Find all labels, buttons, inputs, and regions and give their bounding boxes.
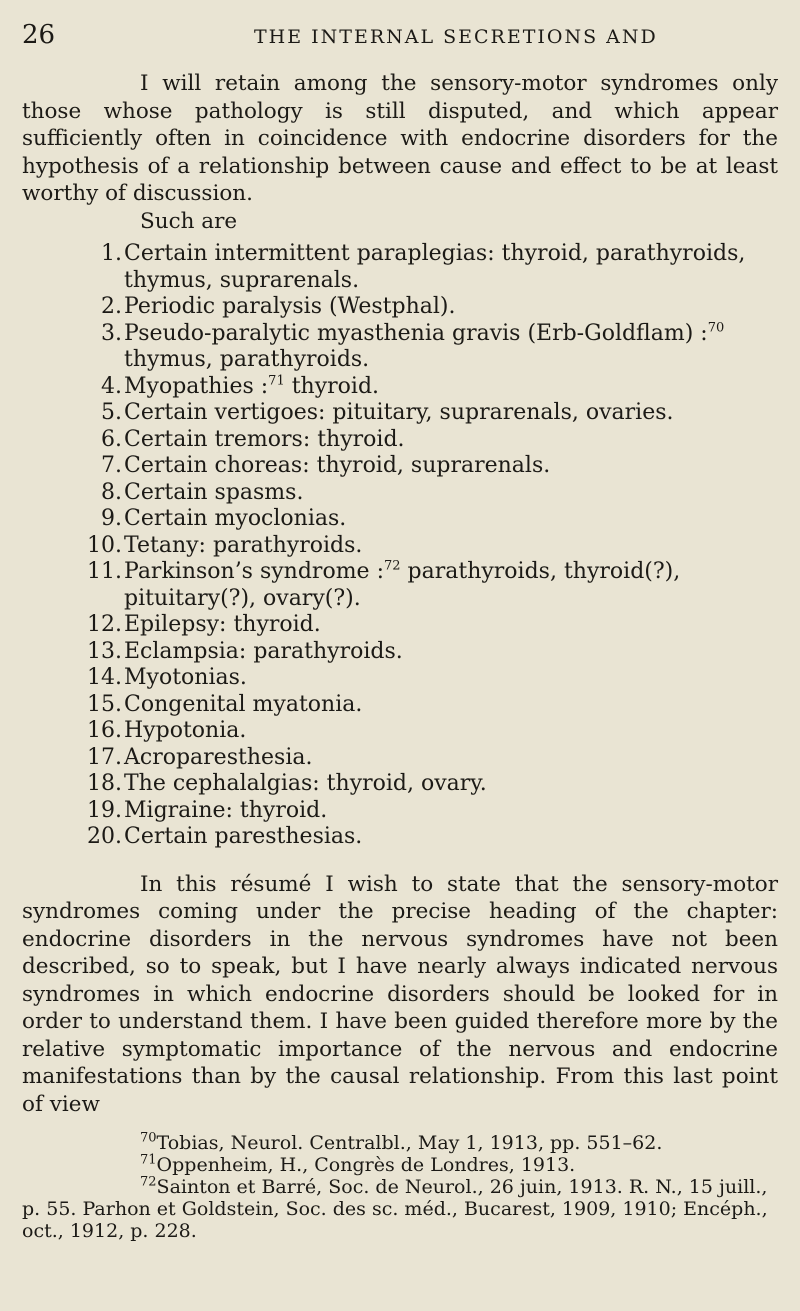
list-item: 4. Myopathies :$^{71}$ thyroid. (101, 373, 380, 399)
list-item: 13. Eclampsia: parathyroids. (87, 638, 403, 664)
list-item: 17. Acroparesthesia. (87, 744, 313, 770)
list-item: 16. Hypotonia. (87, 718, 247, 743)
footnote-ref: 71 (268, 373, 285, 389)
footnote-ref: 70 (707, 320, 725, 336)
list-item: 15. Congenital myatonia. (87, 691, 363, 717)
page-header (22, 18, 778, 54)
footnote-ref: 72 (383, 558, 401, 574)
footnote: $^{70}$Tobias, Neurol. Centralbl., May 1, 1913, pp. 551–62. (140, 1130, 663, 1154)
footnote: $^{72}$Sainton et Barré, Soc. de Neurol., 26 juin, 1913. R. N., 15 juill., p. 55. Parhon et Goldstein, Soc. des sc. méd., Bucarest, 1909, 1910; Encéph., oct., 1912, p. 228. (22, 1174, 768, 1242)
list-item: 20. Certain paresthesias. (87, 824, 363, 849)
list-item: 2. Periodic paralysis (Westphal). (101, 294, 456, 319)
such-are-line: Such are (140, 208, 238, 234)
page-body (22, 70, 778, 1242)
page-number: 26 (22, 20, 56, 50)
list-item: 9. Certain myoclonias. (101, 506, 347, 531)
list-item: 5. Certain vertigoes: pituitary, suprarenals, ovaries. (101, 400, 674, 425)
list-item: 8. Certain spasms. (101, 479, 304, 505)
syndrome-list (22, 241, 778, 851)
list-item: 1. Certain intermittent paraplegias: thyroid, parathyroids, thymus, suprarenals. (101, 241, 746, 293)
list-item: 11. Parkinson’s syndrome :$^{72}$ parathyroids, thyroid(?), pituitary(?), ovary(?). (87, 558, 681, 611)
list-item: 12. Epilepsy: thyroid. (87, 612, 321, 637)
list-item: 19. Migraine: thyroid. (87, 797, 328, 823)
intro-paragraph: I will retain among the sensory-motor syndromes only those whose pathology is still disputed, and which appear sufficiently often in coincidence with endocrine disorders for the hypothesis of a relationship between cause and effect to be at least worthy of discussion. (22, 71, 778, 206)
list-item: 10. Tetany: parathyroids. (87, 532, 363, 558)
list-item: 3. Pseudo-paralytic myasthenia gravis (Erb-Goldflam) :$^{70}$ thymus, parathyroids. (101, 320, 725, 372)
footnote: $^{71}$Oppenheim, H., Congrès de Londres, 1913. (140, 1152, 576, 1176)
list-item: 7. Certain choreas: thyroid, suprarenals. (101, 453, 551, 478)
list-item: 18. The cephalalgias: thyroid, ovary. (87, 771, 487, 796)
running-head: THE INTERNAL SECRETIONS AND (254, 26, 658, 48)
list-item: 6. Certain tremors: thyroid. (101, 426, 405, 452)
resume-paragraph: In this résumé I wish to state that the sensory-motor syndromes coming under the precise heading of the chapter: endocrine disorders in the nervous syndromes have not been described, so to speak, but I have nearly always indicated nervous syndromes in which endocrine disorders should be looked for in order to understand them. I have been guided therefore more by the relative symptomatic importance of the nervous and endocrine manifestations than by the causal relationship. From this last point of view (22, 871, 778, 1117)
list-item: 14. Myotonias. (87, 665, 247, 690)
footnotes (22, 1132, 778, 1242)
